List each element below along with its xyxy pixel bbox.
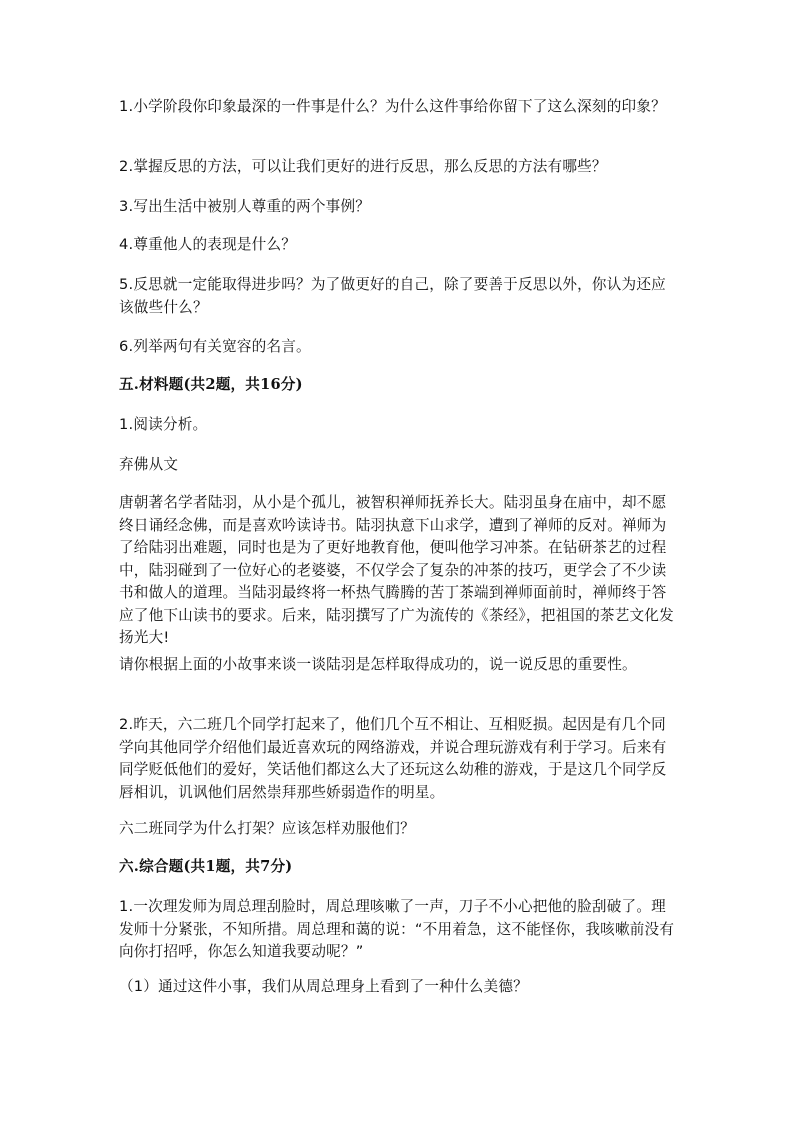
section-6-heading: 六.综合题(共1题，共7分) <box>119 858 293 875</box>
section-5-question-1-intro: 1.阅读分析。 <box>119 416 208 433</box>
question-4-1: 1.小学阶段你印象最深的一件事是什么？为什么这件事给你留下了这么深刻的印象？ <box>119 98 666 115</box>
story-paragraph: 唐朝著名学者陆羽，从小是个孤儿，被智积禅师抚养长大。陆羽虽身在庙中，却不愿终日诵经念佛，而是喜欢吟读诗书。陆羽执意下山求学，遭到了禅师的反对。禅师为了给陆羽出难题，同时也是为了更好地教育他，便叫他学习冲茶。在钻研茶艺的过程中，陆羽碰到了一位好心的老婆婆，不仅学会了复杂的冲茶的技巧，更学会了不少读书和做人的道理。当陆羽最终将一杯热气腾腾的苦丁茶端到禅师面前时，禅师终于答应了他下山读书的要求。后来，陆羽撰写了广为流传的《茶经》，把祖国的茶艺文化发扬光大! <box>119 494 674 646</box>
section-5-question-1-prompt: 请你根据上面的小故事来谈一谈陆羽是怎样取得成功的，说一说反思的重要性。 <box>119 656 637 673</box>
section-6-question-1-text: 1.一次理发师为周总理刮脸时，周总理咳嗽了一声，刀子不小心把他的脸刮破了。理发师十分紧张，不知所措。周总理和蔼的说：“不用着急，这不能怪你，我咳嗽前没有向你打招呼，你怎么知道我要动呢？” <box>119 898 675 960</box>
question-4-6: 6.列举两句有关宽容的名言。 <box>119 338 311 355</box>
question-4-4: 4.尊重他人的表现是什么？ <box>119 236 297 253</box>
question-4-2: 2.掌握反思的方法，可以让我们更好的进行反思，那么反思的方法有哪些？ <box>119 158 607 175</box>
story-title: 弃佛从文 <box>119 456 179 473</box>
section-5-heading: 五.材料题(共2题，共16分) <box>119 376 303 393</box>
question-4-5: 5.反思就一定能取得进步吗？为了做更好的自己，除了要善于反思以外，你认为还应该做些什么？ <box>119 276 666 316</box>
section-6-question-1-sub-1: （1）通过这件小事，我们从周总理身上看到了一种什么美德？ <box>119 978 528 995</box>
section-5-question-2-prompt: 六二班同学为什么打架？应该怎样劝服他们？ <box>119 820 415 837</box>
section-5-question-2-text: 2.昨天，六二班几个同学打起来了，他们几个互不相让、互相贬损。起因是有几个同学向其他同学介绍他们最近喜欢玩的网络游戏，并说合理玩游戏有利于学习。后来有同学贬低他们的爱好，笑话他们都这么大了还玩这么幼稚的游戏，于是这几个同学反唇相讥，讥讽他们居然崇拜那些娇弱造作的明星。 <box>119 716 667 801</box>
question-4-3: 3.写出生活中被别人尊重的两个事例？ <box>119 198 371 215</box>
